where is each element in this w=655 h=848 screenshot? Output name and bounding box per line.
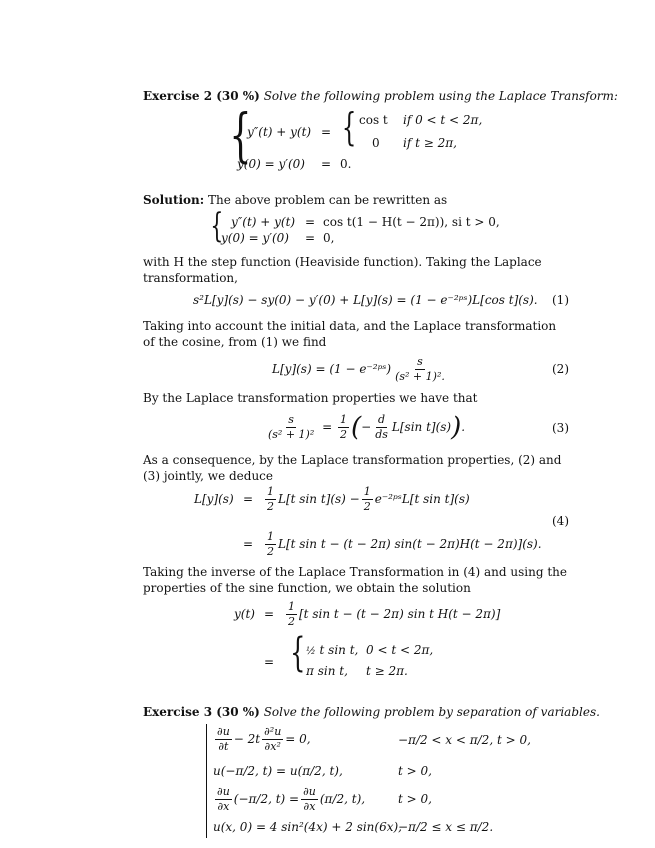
ex2-lhs1: y″(t) + y(t)	[247, 125, 312, 139]
half4-num: 1	[288, 600, 295, 613]
exercise-3-statement: Solve the following problem by separation of variables.	[263, 705, 600, 719]
equation-4a-rhs	[263, 484, 470, 514]
equation-4b-eq: =	[243, 537, 254, 551]
equation-2-fraction	[393, 355, 447, 384]
half3-num: 1	[267, 530, 274, 543]
equation-4a-rhs2: e⁻²ᵖˢL[t sin t](s)	[374, 492, 470, 506]
exercise-2-outer-brace: {	[229, 101, 252, 169]
solution-intro: The above problem can be rewritten as	[208, 193, 448, 207]
equation-2-number: (2)	[552, 362, 569, 376]
ex3-du-dx-2-den: ∂x	[303, 800, 316, 813]
solution-case2-val: π sin t,	[306, 664, 348, 678]
ex3-dx2-den: ∂x²	[264, 740, 281, 753]
sol-sys1-rhs: cos t(1 − H(t − 2π)), si t > 0,	[323, 215, 500, 229]
exercise-3-system-brace	[206, 724, 209, 838]
half1-den: 2	[267, 500, 274, 513]
ex3-dt-den: ∂t	[218, 740, 229, 753]
equation-2-lhs: L[y](s) = (1 − e⁻²ᵖˢ)	[272, 362, 392, 376]
ex3-du-dx-1-den: ∂x	[217, 800, 230, 813]
ex3-du-dx-1-num: ∂u	[217, 785, 230, 798]
ex3-row3-end: (π/2, t),	[319, 792, 366, 806]
solution-rhs	[284, 599, 500, 629]
half3-den: 2	[267, 545, 274, 558]
ex3-row1	[213, 724, 311, 754]
ex2-case1-cond: if 0 < t < 2π,	[403, 113, 483, 127]
solution-case2-cond: t ≥ 2π.	[366, 664, 408, 678]
ex3-row3-cond: t > 0,	[398, 792, 432, 806]
solution-system-brace: {	[210, 206, 224, 246]
ex3-row4: u(x, 0) = 4 sin²(4x) + 2 sin(6x),	[213, 820, 402, 834]
paragraph-consequence: As a consequence, by the Laplace transformation properties, (2) and (3) jointly, we deduce	[143, 453, 562, 483]
equation-1-number: (1)	[552, 293, 569, 307]
ex3-row1-lhs: − 2t	[233, 732, 261, 746]
solution-eq2: =	[264, 655, 275, 669]
solution-intro-line	[143, 193, 447, 208]
ex2-case1-val: cos t	[359, 113, 388, 127]
equation-2-numerator: s	[417, 355, 423, 368]
sol-sys2-eq: =	[305, 231, 316, 245]
exercise-2-heading	[143, 89, 618, 104]
equation-3-half	[338, 413, 349, 442]
equation-4-number: (4)	[552, 514, 569, 528]
solution-label: Solution:	[143, 193, 205, 207]
equation-4a-eq: =	[243, 492, 254, 506]
equation-3: $\frac{s}{\text{(s² + 1)²}}$ = $\frac{1}{2}$ (− $\frac{d}{ds}$ L[sin t](s)).	[268, 412, 466, 443]
equation-2	[272, 354, 449, 384]
solution-case-brace: {	[290, 630, 306, 676]
ex2-eq2: =	[321, 157, 332, 171]
exercise-2-statement: Solve the following problem using the Laplace Transform:	[263, 89, 618, 103]
half1-num: 1	[267, 485, 274, 498]
equation-3-right-paren: )	[451, 412, 462, 443]
ex2-case2-cond: if t ≥ 2π,	[403, 136, 457, 150]
paragraph-heaviside: with H the step function (Heaviside function). Taking the Laplace transformation,	[143, 255, 542, 285]
equation-3-left-den: (s² + 1)²	[268, 428, 315, 441]
equation-3-number: (3)	[552, 421, 569, 435]
ex3-row3	[213, 784, 365, 814]
exercise-3-heading	[143, 705, 600, 720]
ex3-du-dx-1	[215, 785, 232, 814]
solution-lhs: y(t)	[234, 607, 255, 621]
sol-sys2-lhs: y(0) = y′(0)	[221, 231, 289, 245]
ex3-d2u-dx2	[262, 725, 283, 754]
equation-3-equals: =	[322, 420, 333, 434]
ex3-du-dx-2-num: ∂u	[303, 785, 316, 798]
solution-half	[286, 600, 297, 629]
paragraph-initial-data: Taking into account the initial data, and the Laplace transformation of the cosine, from (1) we find	[143, 319, 557, 349]
equation-3-left-num: s	[288, 413, 294, 426]
exercise-3-title: Exercise 3 (30 %)	[143, 705, 260, 719]
ex3-row3-mid: (−π/2, t) =	[233, 792, 300, 806]
equation-1: s²L[y](s) − sy(0) − y′(0) + L[y](s) = (1 − e⁻²ᵖˢ)L[cos t](s).	[193, 293, 538, 307]
equation-4b-rhs	[263, 529, 542, 559]
sol-sys1-lhs: y″(t) + y(t)	[231, 215, 296, 229]
equation-2-denominator: (s² + 1)².	[395, 370, 445, 383]
equation-3-d-num: d	[378, 413, 386, 426]
ex2-rhs2: 0.	[340, 157, 352, 171]
solution-case1	[306, 643, 358, 659]
half2-num: 1	[363, 485, 371, 498]
ex2-eq1: =	[321, 125, 332, 139]
ex3-row4-cond: −π/2 ≤ x ≤ π/2.	[398, 820, 494, 834]
equation-3-half-num: 1	[339, 413, 347, 426]
equation-3-left-paren: (	[350, 412, 362, 443]
equation-4b-text: L[t sin t − (t − 2π) sin(t − 2π)H(t − 2π)](s).	[278, 537, 542, 551]
sol-sys2-rhs: 0,	[323, 231, 335, 245]
ex3-row1-rhs: = 0,	[285, 732, 311, 746]
equation-4a-half2	[362, 485, 373, 514]
ex3-du-dx-2	[301, 785, 318, 814]
solution-eq1: =	[264, 607, 275, 621]
ex3-d2u-num: ∂²u	[264, 725, 282, 738]
ex3-row1-cond: −π/2 < x < π/2, t > 0,	[398, 733, 531, 747]
equation-3-d-den: ds	[375, 428, 388, 441]
solution-case1-cond: 0 < t < 2π,	[366, 643, 434, 657]
exercise-2-title: Exercise 2 (30 %)	[143, 89, 260, 103]
equation-4b-half	[265, 530, 276, 559]
equation-4a-rhs1: L[t sin t](s) −	[278, 492, 360, 506]
paragraph-inverse: Taking the inverse of the Laplace Transformation in (4) and using the properties of the sine function, we obtain the solution	[143, 565, 567, 595]
ex2-lhs2: y(0) = y′(0)	[237, 157, 305, 171]
solution-case1-val: t sin t,	[319, 643, 359, 657]
ex3-du-num: ∂u	[217, 725, 230, 738]
ex3-du-dt	[215, 725, 232, 754]
half4-den: 2	[288, 615, 295, 628]
solution-rhs-text: [t sin t − (t − 2π) sin t H(t − 2π)]	[299, 607, 501, 621]
ex2-case2-val: 0	[372, 136, 380, 150]
equation-4a-half1	[265, 485, 276, 514]
equation-3-derivative	[373, 413, 390, 442]
solution-case1-half: ½	[306, 646, 316, 657]
equation-4a-lhs: L[y](s)	[194, 492, 234, 506]
equation-3-half-den: 2	[339, 428, 347, 441]
exercise-2-inner-brace: {	[341, 105, 357, 149]
half2-den: 2	[363, 500, 371, 513]
equation-3-left-fraction	[266, 413, 316, 442]
ex3-row2: u(−π/2, t) = u(π/2, t),	[213, 764, 343, 778]
ex3-row2-cond: t > 0,	[398, 764, 432, 778]
equation-3-rest: L[sin t](s)	[391, 420, 452, 434]
paragraph-properties: By the Laplace transformation properties we have that	[143, 391, 478, 405]
sol-sys1-eq: =	[305, 215, 316, 229]
